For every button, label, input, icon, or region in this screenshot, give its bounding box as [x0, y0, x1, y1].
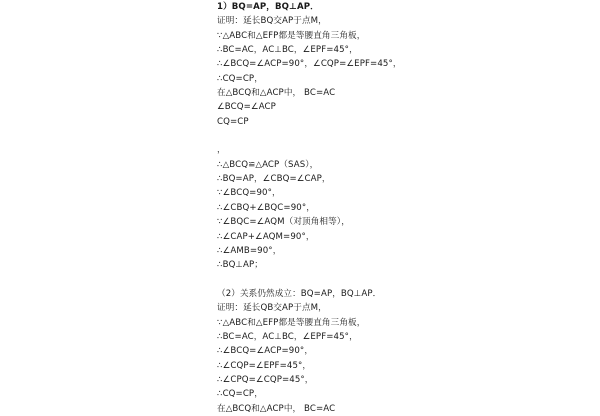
text-line: ∴BQ=AP，∠CBQ=∠CAP， — [217, 174, 331, 185]
text-line: ∵△ABC和△EFP都是等腰直角三角板， — [217, 30, 366, 41]
text-line: ∵∠BQC=∠AQM（对顶角相等）， — [217, 217, 350, 228]
document-body — [217, 0, 597, 416]
blank-line — [217, 129, 597, 143]
text-line: ∴BC=AC，AC⊥BC，∠EPF=45°， — [217, 331, 358, 342]
text-line: ∵∠BCQ=90°， — [217, 188, 281, 199]
text-line: ∴CQ=CP， — [217, 73, 263, 84]
text-line: 在△BCQ和△ACP中， BC=AC — [217, 88, 336, 99]
text-line: ∴CQ=CP， — [217, 389, 263, 400]
text-line: 1）BQ=AP，BQ⊥AP． — [217, 2, 319, 12]
text-line: ∵△ABC和△EFP都是等腰直角三角板， — [217, 317, 366, 328]
text-line: ∴∠CAP+∠AQM=90°， — [217, 231, 315, 242]
text-line: （2）关系仍然成立：BQ=AP，BQ⊥AP． — [217, 288, 382, 299]
text-line: ∠BCQ=∠ACP — [217, 102, 276, 113]
text-line: ∴△BCQ≌△ACP（SAS）， — [217, 159, 319, 170]
text-line: ， — [217, 145, 226, 156]
text-line: ∴∠CPQ=∠CQP=45°， — [217, 374, 314, 385]
text-line: ∴∠AMB=90°， — [217, 245, 282, 256]
text-line: 证明：延长BQ交AP于点M， — [217, 16, 327, 27]
text-line: CQ=CP — [217, 116, 249, 127]
text-line: ∴BQ⊥AP； — [217, 260, 263, 271]
text-line: ∴∠CQP=∠EPF=45°， — [217, 360, 312, 371]
text-line: ∴∠CBQ+∠BQC=90°， — [217, 202, 315, 213]
text-line: 证明：延长QB交AP于点M， — [217, 303, 327, 314]
text-line: ∴BC=AC，AC⊥BC，∠EPF=45°， — [217, 45, 358, 56]
blank-line — [217, 273, 597, 287]
text-line: 在△BCQ和△ACP中， BC=AC — [217, 403, 336, 414]
text-line: ∴∠BCQ=∠ACP=90°， — [217, 346, 314, 357]
text-line: ∴∠BCQ=∠ACP=90°，∠CQP=∠EPF=45°， — [217, 59, 402, 70]
